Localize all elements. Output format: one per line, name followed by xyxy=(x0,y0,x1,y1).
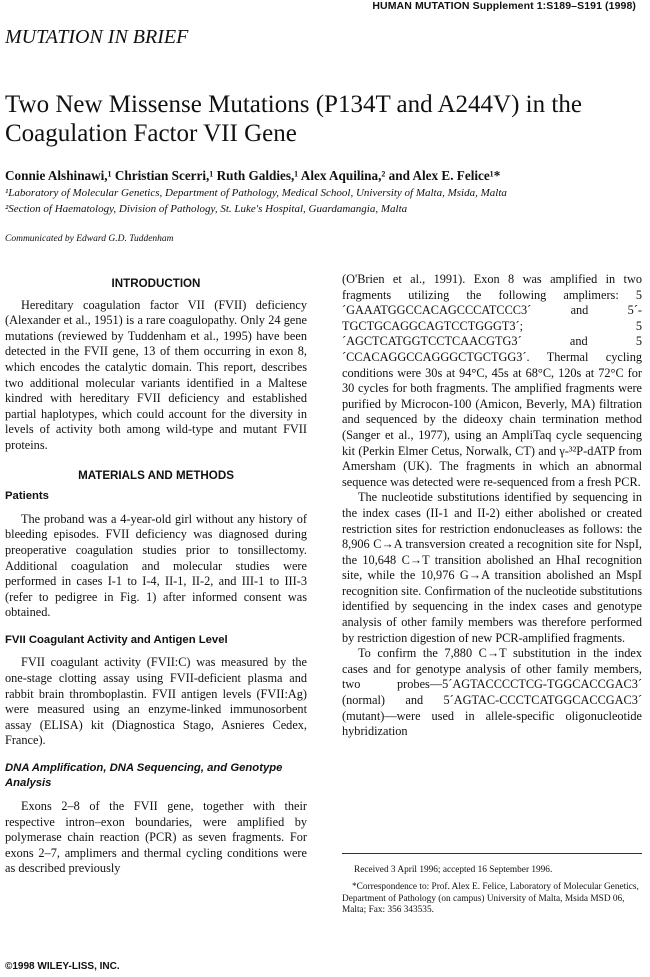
introduction-paragraph: Hereditary coagulation factor VII (FVII) deficiency (Alexander et al., 1951) is a rare coagulopathy. Only 24 gene mutations (reviewed by Tuddenham et al., 1995) have been detected in the FVII gene, 13 of them occurring in exon 8, which encodes the catalytic domain. This report, describes two additional molecular variants identified in a Maltese kindred with hereditary FVII deficiency and established partial haplotypes, which could account for the diversity in levels of activity both among wild-type and mutant FVII proteins. xyxy=(5,297,307,452)
amplification-paragraph: (O'Brien et al., 1991). Exon 8 was amplified in two fragments utilizing the following amplimers: 5´GAAATGGCCACAGCCCATCCC3´ and 5´-TGCTGCAGGCAGTCCTGGGT3´; 5´AGCTCATGGTCCTCAACGTG3´ and 5´CCACAGGCCAGGGCTGCTGG3´. Thermal cycling conditions were 30s at 94°C, 45s at 68°C, 120s at 72°C for 30 cycles for both fragments. The amplified fragments were purified by Microcon-100 (Amicon, Beverly, MA) filtration and sequenced by the dideoxy chain termination method (Sanger et al., 1977), using an AmpliTaq cycle sequencing kit (Perkin Elmer Cetus, Norwalk, CT) and γ-³²P-dATP from Amersham (UK). The fragments in which an abnormal sequence was detected were re-sequenced from a fresh PCR. xyxy=(342,272,642,489)
fvii-activity-paragraph: FVII coagulant activity (FVII:C) was measured by the one-stage clotting assay using FVII-deficient plasma and rabbit brain thromboplastin. FVII antigen levels (FVII:Ag) were measured using an enzyme-linked immunosorbent assay (ELISA) kit (Diagnostica Stago, Asnieres Cedex, France). xyxy=(5,655,307,748)
methods-heading: MATERIALS AND METHODS xyxy=(78,468,234,482)
fvii-activity-heading: FVII Coagulant Activity and Antigen Level xyxy=(5,633,228,646)
article-title: Two New Missense Mutations (P134T and A244V) in the Coagulation Factor VII Gene xyxy=(5,91,582,147)
probes-paragraph: To confirm the 7,880 C→T substitution in the index cases and for genotype analysis of other family members, two probes—5´AGTACCCCTCG-TGGCACCGAC3´ (normal) and 5´AGTAC-CCCTCATGGCACCGAC3´ (mutant)—were used in allele-specific oligonucleotide hybridization xyxy=(342,646,642,739)
left-column xyxy=(5,272,307,877)
communicated-by: Communicated by Edward G.D. Tuddenham xyxy=(5,234,174,244)
affiliation-1: ¹Laboratory of Molecular Genetics, Department of Pathology, Medical School, University of Malta, Msida, Malta xyxy=(5,187,507,199)
patients-paragraph: The proband was a 4-year-old girl without any history of bleeding episodes. FVII deficiency was diagnosed during preoperative coagulation studies prior to tonsillectomy. Additional coagulation and molecular studies were performed in cases I-1 to I-4, II-1, II-2, and III-1 to III-3 (refer to pedigree in Fig. 1) after informed consent was obtained. xyxy=(5,511,307,620)
running-head: HUMAN MUTATION Supplement 1:S189–S191 (1998) xyxy=(372,0,636,12)
correspondence-note: *Correspondence to: Prof. Alex E. Felice, Laboratory of Molecular Genetics, Department of Pathology (on campus) University of Malta, Msida MSD 06, Malta; Fax: 356 343535. xyxy=(342,882,639,916)
substitutions-paragraph: The nucleotide substitutions identified by sequencing in the index cases (II-1 and II-2) either abolished or created restriction sites for restriction endonucleases as follows: the 8,906 C→A transversion created a recognition site for NspI, the 10,648 C→T transition abolished an HhaI recognition site, while the 10,976 G→A transition abolished an MspI recognition site. Confirmation of the nucleotide substitutions identified by sequencing in the index cases and genotype analysis of other family members was therefore performed by restriction digestion of new PCR-amplified fragments. xyxy=(342,490,642,645)
section-label: MUTATION IN BRIEF xyxy=(5,26,189,48)
footnote-divider xyxy=(342,853,642,854)
copyright-notice: ©1998 WILEY-LISS, INC. xyxy=(5,961,120,972)
footnotes xyxy=(342,865,642,923)
patients-heading: Patients xyxy=(5,490,49,503)
author-list: Connie Alshinawi,¹ Christian Scerri,¹ Ruth Galdies,¹ Alex Aquilina,² and Alex E. Felice¹* xyxy=(5,168,501,183)
dna-analysis-paragraph: Exons 2–8 of the FVII gene, together with their respective intron–exon boundaries, were amplified by polymerase chain reaction (PCR) as seven fragments. For exons 2–7, amplimers and thermal cycling conditions were as described previously xyxy=(5,799,307,876)
dna-analysis-heading: DNA Amplification, DNA Sequencing, and Genotype Analysis xyxy=(5,762,283,790)
received-note: Received 3 April 1996; accepted 16 September 1996. xyxy=(354,865,553,875)
affiliation-2: ²Section of Haematology, Division of Pathology, St. Luke's Hospital, Guardamangia, Malta xyxy=(5,203,408,215)
right-column xyxy=(342,272,642,740)
introduction-heading: INTRODUCTION xyxy=(111,277,201,290)
